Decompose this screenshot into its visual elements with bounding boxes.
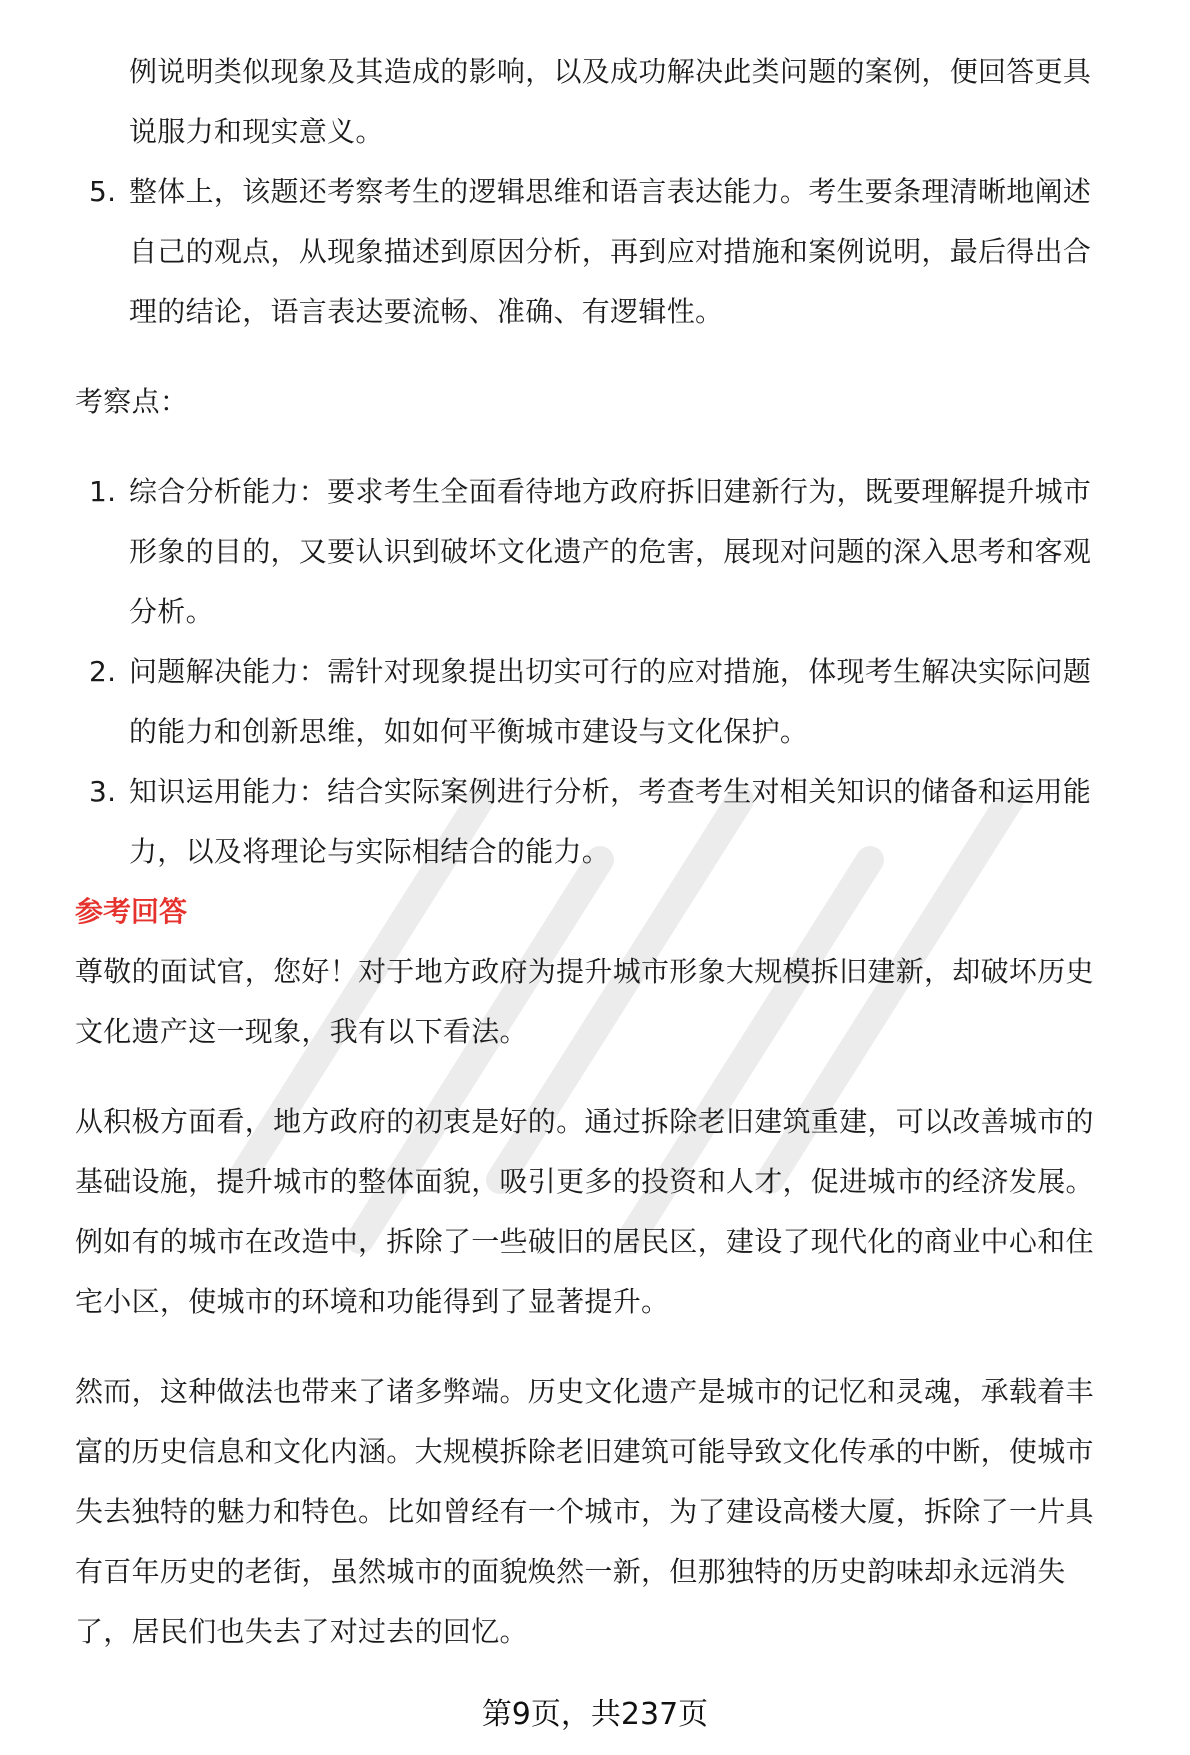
answer-paragraph-2 (75, 1092, 1160, 1332)
text-line: 的能力和创新思维，如如何平衡城市建设与文化保护。 (129, 715, 809, 748)
text-line: 有百年历史的老街，虽然城市的面貌焕然一新，但那独特的历史韵味却永远消失 (75, 1555, 1066, 1588)
text-line: 知识运用能力：结合实际案例进行分析，考查考生对相关知识的储备和运用能 (129, 775, 1092, 808)
page-footer: 第9页，共237页 (481, 1697, 709, 1732)
text-line: 说服力和现实意义。 (129, 115, 384, 148)
text-line: 文化遗产这一现象，我有以下看法。 (75, 1015, 528, 1048)
list-item-5 (75, 162, 1160, 342)
text-line: 尊敬的面试官，您好！对于地方政府为提升城市形象大规模拆旧建新，却破坏历史 (75, 955, 1094, 988)
point-item-1 (75, 462, 1160, 642)
text-line: 整体上，该题还考察考生的逻辑思维和语言表达能力。考生要条理清晰地阐述 (129, 175, 1092, 208)
point-item-3 (75, 762, 1160, 882)
text-line: 综合分析能力：要求考生全面看待地方政府拆旧建新行为，既要理解提升城市 (129, 475, 1092, 508)
answer-paragraph-1 (75, 942, 1160, 1062)
text-line: 基础设施，提升城市的整体面貌，吸引更多的投资和人才，促进城市的经济发展。 (75, 1165, 1094, 1198)
text-line: 例说明类似现象及其造成的影响，以及成功解决此类问题的案例，便回答更具 (129, 55, 1092, 88)
text-line: 富的历史信息和文化内涵。大规模拆除老旧建筑可能导致文化传承的中断，使城市 (75, 1435, 1094, 1468)
points-heading: 考察点： (75, 385, 189, 418)
intro-continuation (75, 42, 1160, 162)
text-line: 理的结论，语言表达要流畅、准确、有逻辑性。 (129, 295, 724, 328)
list-number: 3. (89, 775, 117, 808)
text-line: 问题解决能力：需针对现象提出切实可行的应对措施，体现考生解决实际问题 (129, 655, 1092, 688)
text-line: 宅小区，使城市的环境和功能得到了显著提升。 (75, 1285, 670, 1318)
point-item-2 (75, 642, 1160, 762)
text-line: 然而，这种做法也带来了诸多弊端。历史文化遗产是城市的记忆和灵魂，承载着丰 (75, 1375, 1094, 1408)
text-line: 自己的观点，从现象描述到原因分析，再到应对措施和案例说明，最后得出合 (129, 235, 1092, 268)
answer-paragraph-3 (75, 1362, 1160, 1662)
text-line: 了，居民们也失去了对过去的回忆。 (75, 1615, 528, 1648)
text-line: 从积极方面看，地方政府的初衷是好的。通过拆除老旧建筑重建，可以改善城市的 (75, 1105, 1094, 1138)
list-number: 2. (89, 655, 117, 688)
text-line: 形象的目的，又要认识到破坏文化遗产的危害，展现对问题的深入思考和客观 (129, 535, 1092, 568)
text-line: 例如有的城市在改造中，拆除了一些破旧的居民区，建设了现代化的商业中心和住 (75, 1225, 1094, 1258)
document-content (75, 42, 1160, 1662)
list-number: 1. (89, 475, 117, 508)
text-line: 分析。 (129, 595, 214, 628)
text-line: 失去独特的魅力和特色。比如曾经有一个城市，为了建设高楼大厦，拆除了一片具 (75, 1495, 1094, 1528)
list-number: 5. (89, 175, 117, 208)
reference-answer-heading: 参考回答 (75, 895, 188, 928)
text-line: 力，以及将理论与实际相结合的能力。 (129, 835, 611, 868)
